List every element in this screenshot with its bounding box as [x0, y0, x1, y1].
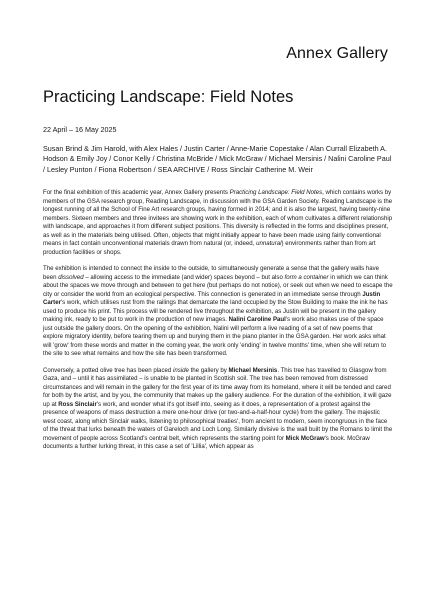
paragraph-olive-tree	[43, 367, 393, 452]
text-segment: , which contains works by members of the GSA research group, Reading Landscape, in discussion with the GSA Garden Society. Reading Landscape is the longest running of all the School of Fine Art research groups, having formed in 2014; and it is also the largest, having twenty-nine members. Sixteen members and three invitees are showing work in the exhibition, each of whom cultivates a different relationship with landscape, and approaches it from different subject positions. This diversity is reflected in the forms and disciplines present, as well as in the materials being utilised. Often, objects that might initially appear to have been made using fairly conventional means in fact contain unconventional materials drawn from natural (or, indeed,	[43, 189, 393, 247]
text-segment: Conversely, a potted olive tree has been placed	[43, 366, 173, 374]
exhibition-dates: 22 April – 16 May 2025	[43, 125, 117, 134]
page-title: Practicing Landscape: Field Notes	[43, 88, 294, 106]
italic-phrase: form a container	[284, 273, 329, 281]
exhibition-title-italic: Practicing Landscape: Field Notes	[229, 189, 323, 196]
text-segment: 's work, and wonder what it's got itself into, seeing as it does, a representation of a protest against the presence of weapons of mass destruction a mere one-hour drive (or two-and-a-half-hour cycle) from the gallery. The majestic west coast, along which Sinclair walks, listening to philosophical treaties', from ancient to modern, seem incongruous in the face of the threat that lurks beneath the waters of Gareloch and Loch Long. Similarly divisive is the wall built by the Romans to limit the movement of people across Scotland's central belt, which represents the starting point for	[43, 400, 393, 442]
paragraph-intro	[43, 189, 393, 257]
text-segment: – allowing access to the immediate (and wider) spaces beyond – but also	[83, 273, 285, 281]
text-segment: 's work also makes use of the space just outside the gallery doors. On the opening of the exhibition, Nalini will perform a live reading of a set of new poems that explore migratory identity, before tearing them up and burying them in the piano planter in the GSA garden. Her work asks what will 'grow' from these words and matter in the coming year, the work only 'ending' in twelve months' time, when she will return to the site to see what remains and how the site has been transformed.	[43, 316, 387, 358]
italic-word: inside	[172, 366, 189, 374]
text-segment: 's book. McGraw documents a further lurking threat, in this case a set of 'Lillia', which appear as	[43, 434, 370, 451]
text-segment: . This tree has travelled to Glasgow from Gaza, and – until it has assimilated – is unable to be planted in Scottish soil. The tree has been removed from distressed circumstances and will remain in the gallery for the first year of its time away from its homeland, where it will be tended and cared for both by the artist, and by you, the community that makes up the gallery audience. For the duration of the exhibition, it will gaze up at	[43, 366, 392, 408]
text-segment: the gallery by	[188, 366, 229, 374]
text-segment: For the final exhibition of this academic year, Annex Gallery presents	[43, 189, 230, 196]
italic-word: unnatural	[256, 240, 282, 247]
artist-name: Nalini Caroline Paul	[228, 316, 286, 324]
artist-name: Mick McGraw	[285, 434, 325, 442]
body-text	[43, 189, 393, 460]
artist-name: Ross Sinclair	[58, 400, 97, 408]
text-segment: ) environments rather than from art production facilities or shops.	[43, 240, 376, 256]
text-segment: The exhibition is intended to connect the inside to the outside, to simultaneously generate a sense that the gallery walls have been	[43, 265, 380, 281]
italic-word: dissolved	[58, 273, 84, 281]
text-segment: in which we can think about the spaces we move through and between to get here (but perhaps do not notice), or seek out when we need to escape the city or consider the world from an ecological perspective. This connection is generated in an immediate sense through	[43, 273, 393, 298]
text-segment: 's work, which utilises rust from the railings that demarcate the land occupied by the Stow Building to make the ink he has used to produce his print. This process will be rendered live throughout the exhibition, as Justin will be present in the gallery making ink, ready to be put to work in the production of new images.	[43, 299, 388, 324]
artist-name: Michael Mersinis	[228, 366, 278, 374]
gallery-name: Annex Gallery	[286, 45, 388, 62]
contributors-list: Susan Brind & Jim Harold, with Alex Hales / Justin Carter / Anne-Marie Copestake / Alan Currall Elizabeth A. Hodson & Emily Joy / Conor Kelly / Christina McBride / Mick McGraw / Michael Mersinis / Nalini Caroline Paul / Lesley Punton / Fiona Robertson / SEA ARCHIVE / Ross Sinclair Catherine M. Weir	[43, 144, 392, 174]
artist-name: Justin Carter	[43, 290, 381, 307]
paragraph-exhibition-intent	[43, 265, 393, 359]
